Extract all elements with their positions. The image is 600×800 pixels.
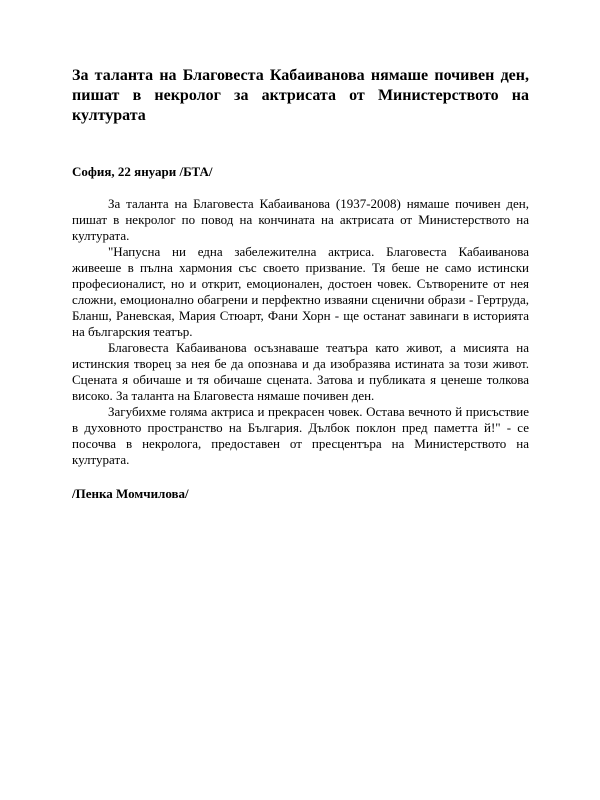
article-title: За таланта на Благовеста Кабаиванова нямаше почивен ден, пишат в некролог за актрисата от Министерството на културата — [72, 67, 529, 124]
dateline: София, 22 януари /БТА/ — [72, 164, 213, 179]
paragraph: "Напусна ни една забележителна актриса. Благовеста Кабаиванова живееше в пълна хармония със своето призвание. Тя беше не само истински професионалист, но и открит, емоционален, достоен човек. Сътворените от нея сложни, емоционално обагрени и перфектно изваяни сценични образи - Гертруда, Бланш, Раневская, Мария Стюарт, Фани Хорн - ще останат завинаги в историята на българския театър. — [72, 244, 529, 339]
paragraph: Благовеста Кабаиванова осъзнаваше театъра като живот, а мисията на истинския творец за нея бе да опознава и да изобразява истината за този живот. Сцената я обичаше и тя обичаше сцената. Затова и публиката я ценеше толкова високо. За таланта на Благовеста нямаше почивен ден. — [72, 340, 529, 403]
paragraph: За таланта на Благовеста Кабаиванова (1937-2008) нямаше почивен ден, пишат в некролог по повод на кончината на актрисата от Министерството на културата. — [72, 196, 529, 243]
document-page — [72, 66, 529, 502]
author-signature: /Пенка Момчилова/ — [72, 486, 189, 501]
paragraph: Загубихме голяма актриса и прекрасен човек. Остава вечното й присъствие в духовното пространство на България. Дълбок поклон пред паметта й!" - се посочва в некролога, предоставен от пресцентъра на Министерството на културата. — [72, 404, 529, 467]
article-body — [72, 196, 529, 468]
